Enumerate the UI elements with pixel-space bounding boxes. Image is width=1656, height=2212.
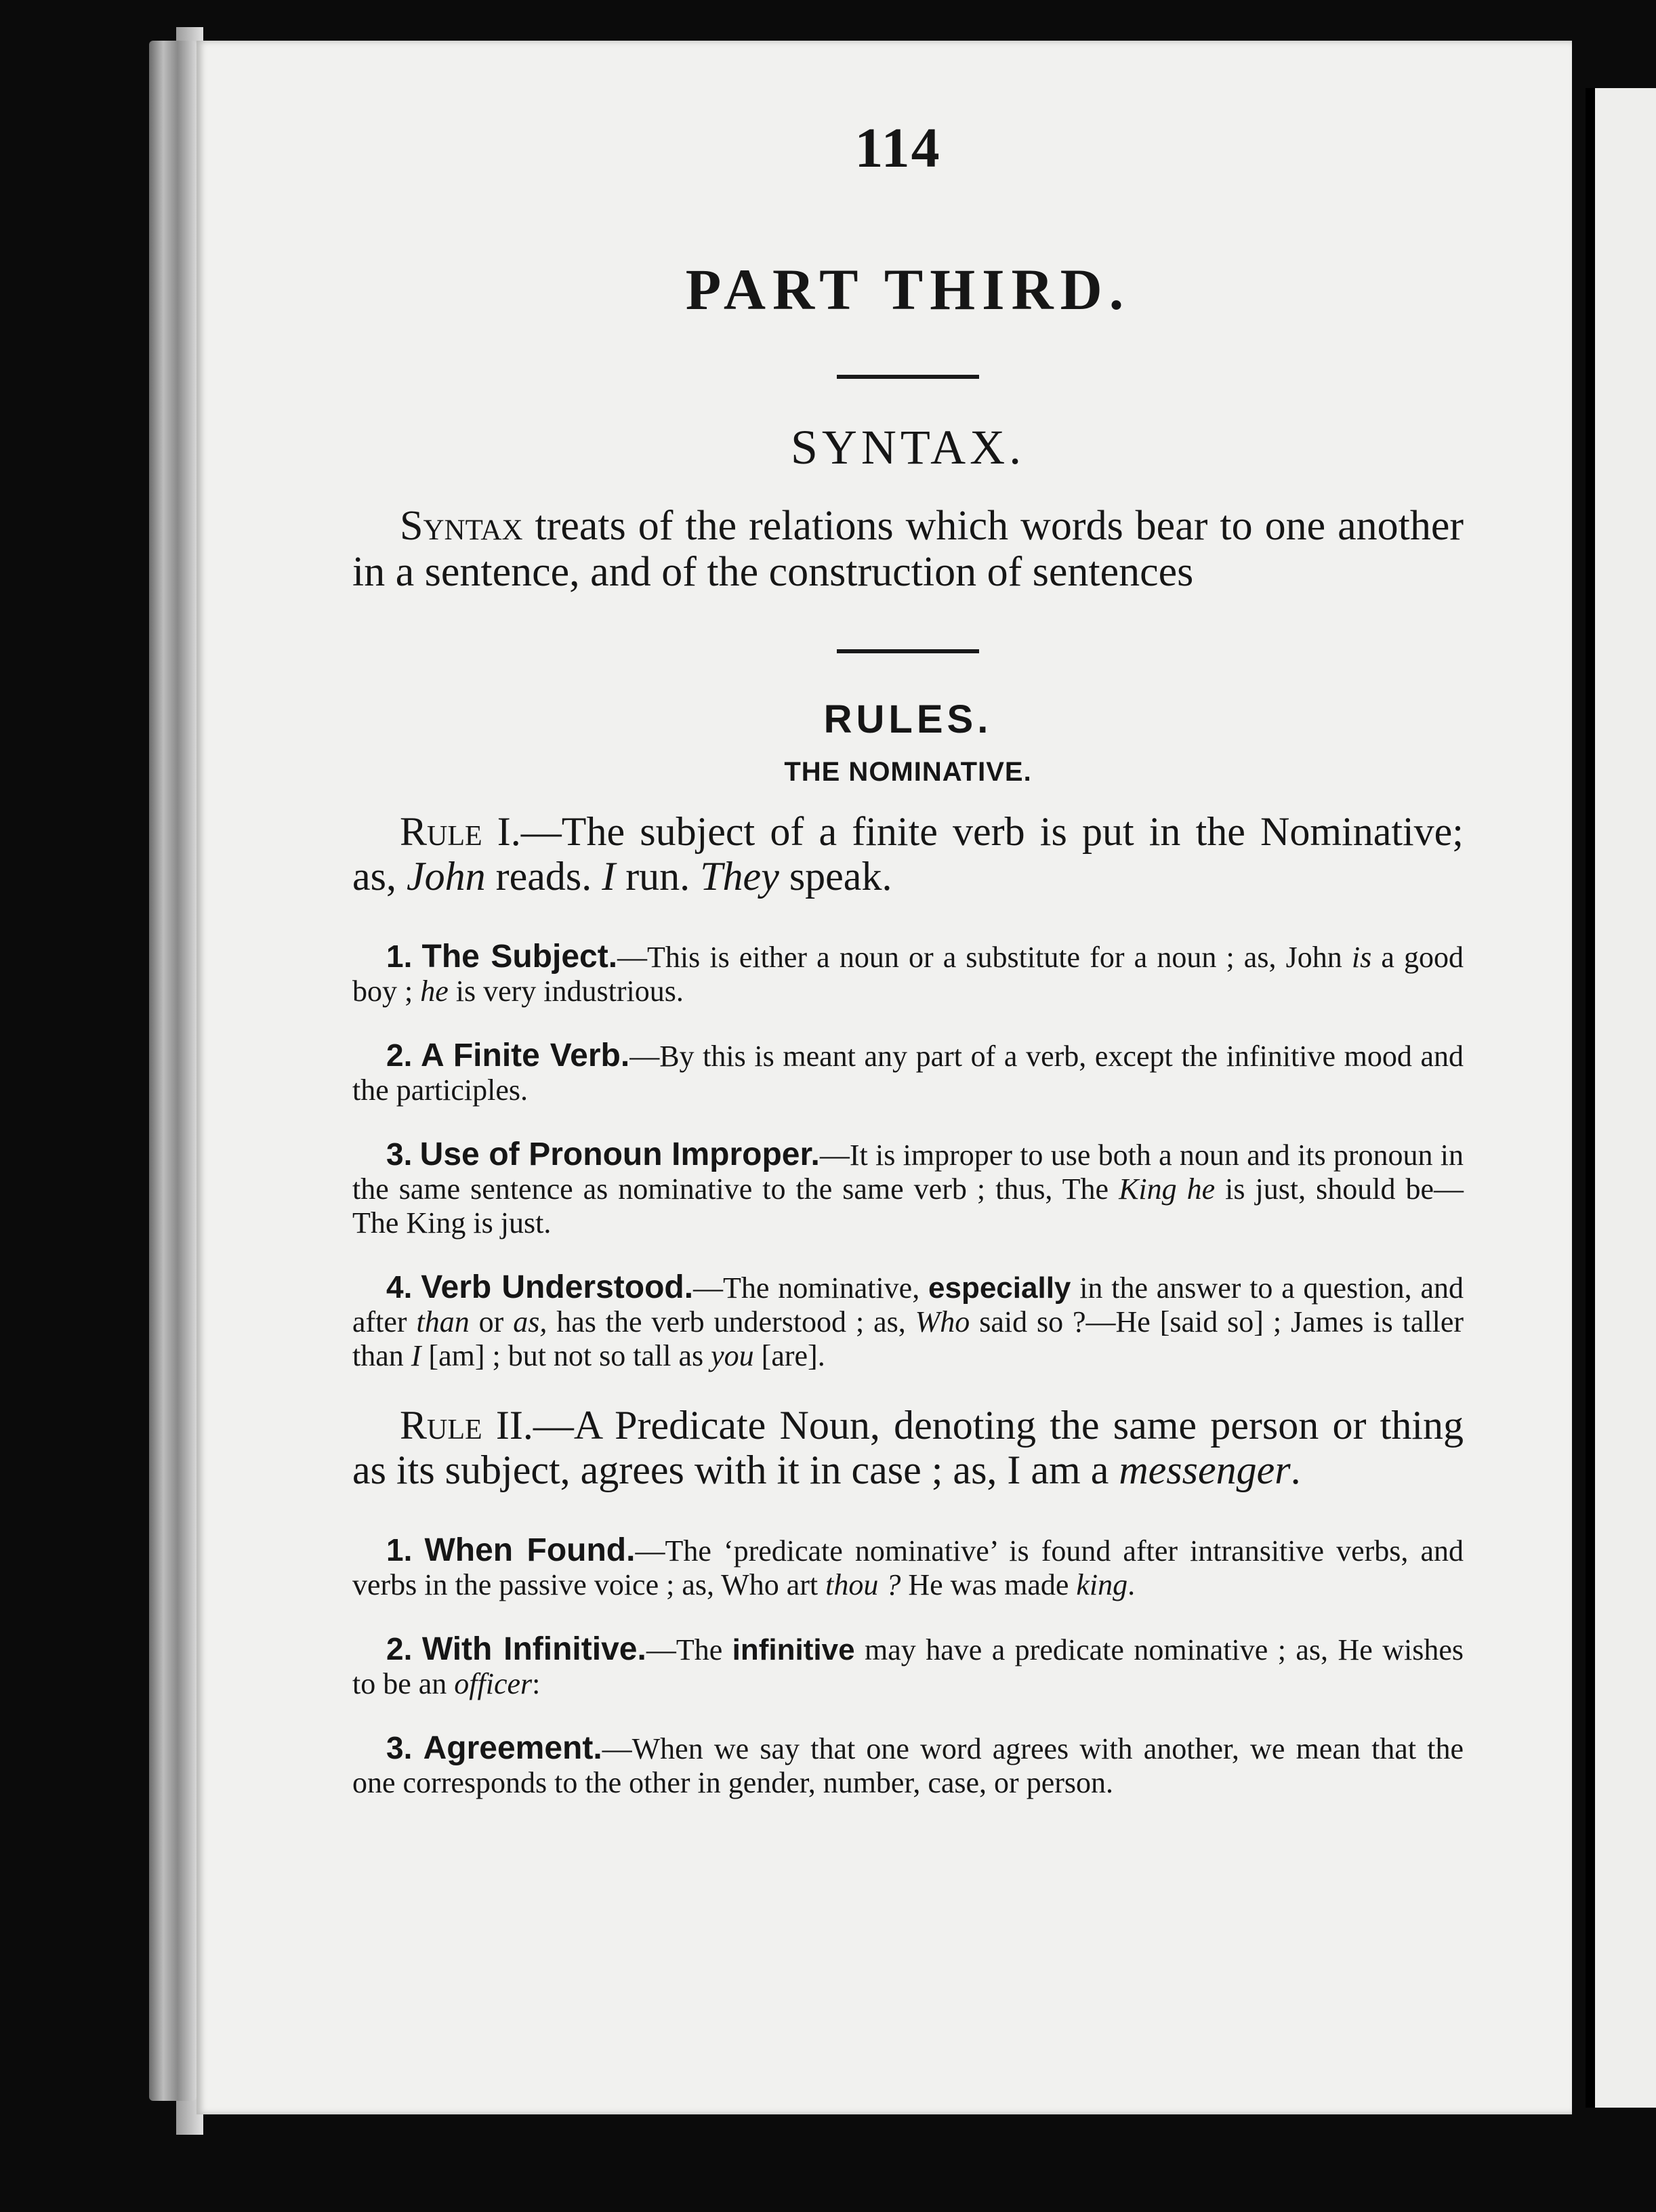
rules-heading: RULES. [823,697,993,741]
divider [837,649,979,653]
rule-2: Rule II.—A Predicate Noun, denoting the same person or thing as its subject, agrees with it in case ; as, I am a messenger. [352,1403,1464,1492]
rule-1-note-1: 1. The Subject.—This is either a noun or a substitute for a noun ; as, John is a good boy ; he is very industrious. [352,939,1464,1008]
rule-1-note-4: 4. Verb Understood.—The nominative, especially in the answer to a question, and after than or as, has the verb understood ; as, Who said so ?—He [said so] ; James is taller than I [am] ; but not so tall as you [are]. [352,1269,1464,1372]
page-content [352,115,1464,1830]
rule-1: Rule I.—The subject of a finite verb is put in the Nominative; as, John reads. I run. They speak. [352,809,1464,899]
rule-2-note-2: 2. With Infinitive.—The infinitive may have a predicate nominative ; as, He wishes to be an officer: [352,1631,1464,1700]
rule-1-note-2: 2. A Finite Verb.—By this is meant any part of a verb, except the infinitive mood and the participles. [352,1038,1464,1107]
part-title: PART THIRD. [685,257,1131,322]
intro-paragraph: Syntax treats of the relations which words bear to one another in a sentence, and of the construction of sentences [352,503,1464,595]
book-page [196,41,1572,2114]
rule-2-note-1: 1. When Found.—The ‘predicate nominative’ is found after intransitive verbs, and verbs in the passive voice ; as, Who art thou ? He was made king. [352,1532,1464,1601]
rule-1-note-3: 3. Use of Pronoun Improper.—It is improper to use both a noun and its pronoun in the same sentence as nominative to the same verb ; thus, The King he is just, should be—The King is just. [352,1136,1464,1240]
page-number: 114 [854,117,941,180]
divider [837,375,979,379]
section-title: SYNTAX. [790,420,1026,474]
rule-2-note-3: 3. Agreement.—When we say that one word agrees with another, we mean that the one corresponds to the other in gender, number, case, or person. [352,1730,1464,1799]
facing-page-edge [1586,88,1656,2108]
subsection-heading: THE NOMINATIVE. [784,757,1032,787]
book-page-edges [149,41,196,2101]
